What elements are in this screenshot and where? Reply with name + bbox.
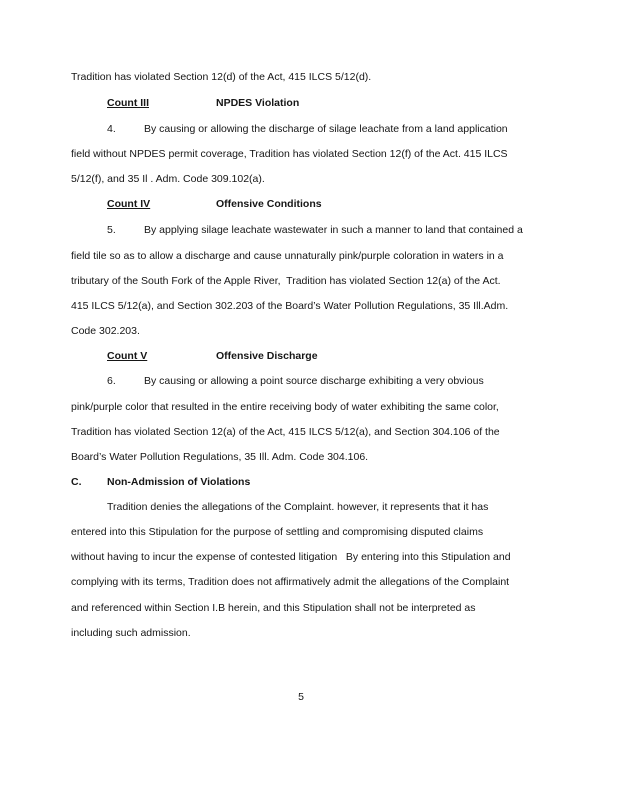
paragraph-line: Board’s Water Pollution Regulations, 35 Ill. Adm. Code 304.106. — [71, 451, 369, 463]
paragraph-number: 4. — [107, 123, 116, 135]
count-heading: Count IV — [107, 198, 151, 210]
paragraph-line: By applying silage leachate wastewater in such a manner to land that contained a — [144, 224, 523, 236]
page-number: 5 — [298, 691, 304, 703]
paragraph-line: By causing or allowing the discharge of silage leachate from a land application — [144, 123, 508, 135]
paragraph-line: Code 302.203. — [71, 325, 140, 337]
paragraph-line: without having to incur the expense of contested litigation By entering into this Stipulation and — [71, 551, 511, 563]
count-heading: Count V — [107, 350, 148, 362]
paragraph-line: entered into this Stipulation for the purpose of settling and compromising disputed claims — [71, 526, 484, 538]
paragraph-line: field tile so as to allow a discharge and cause unnaturally pink/purple coloration in waters in a — [71, 250, 504, 262]
count-title: NPDES Violation — [216, 97, 300, 109]
paragraph-line: Tradition denies the allegations of the Complaint. however, it represents that it has — [107, 501, 489, 513]
paragraph-number: 6. — [107, 375, 116, 387]
count-title: Offensive Conditions — [216, 198, 322, 210]
paragraph-line: By causing or allowing a point source discharge exhibiting a very obvious — [144, 375, 484, 387]
paragraph-number: 5. — [107, 224, 116, 236]
paragraph-line: and referenced within Section I.B herein, and this Stipulation shall not be interpreted as — [71, 602, 476, 614]
continuation-line: Tradition has violated Section 12(d) of the Act, 415 ILCS 5/12(d). — [71, 71, 372, 83]
paragraph-line: including such admission. — [71, 627, 191, 639]
paragraph-line: 415 ILCS 5/12(a), and Section 302.203 of the Board’s Water Pollution Regulations, 35 Ill.Adm. — [71, 300, 509, 312]
section-title: Non-Admission of Violations — [107, 476, 251, 488]
paragraph-line: Tradition has violated Section 12(a) of the Act, 415 ILCS 5/12(a), and Section 304.106 of the — [71, 426, 500, 438]
paragraph-line: tributary of the South Fork of the Apple River, Tradition has violated Section 12(a) of the Act. — [71, 275, 501, 287]
count-heading: Count III — [107, 97, 149, 109]
paragraph-line: complying with its terms, Tradition does not affirmatively admit the allegations of the Complaint — [71, 576, 510, 588]
section-label: C. — [71, 476, 82, 488]
paragraph-line: 5/12(f), and 35 Il . Adm. Code 309.102(a). — [71, 173, 265, 185]
paragraph-line: pink/purple color that resulted in the entire receiving body of water exhibiting the same color, — [71, 401, 499, 413]
paragraph-line: field without NPDES permit coverage, Tradition has violated Section 12(f) of the Act. 415 ILCS — [71, 148, 508, 160]
count-title: Offensive Discharge — [216, 350, 318, 362]
